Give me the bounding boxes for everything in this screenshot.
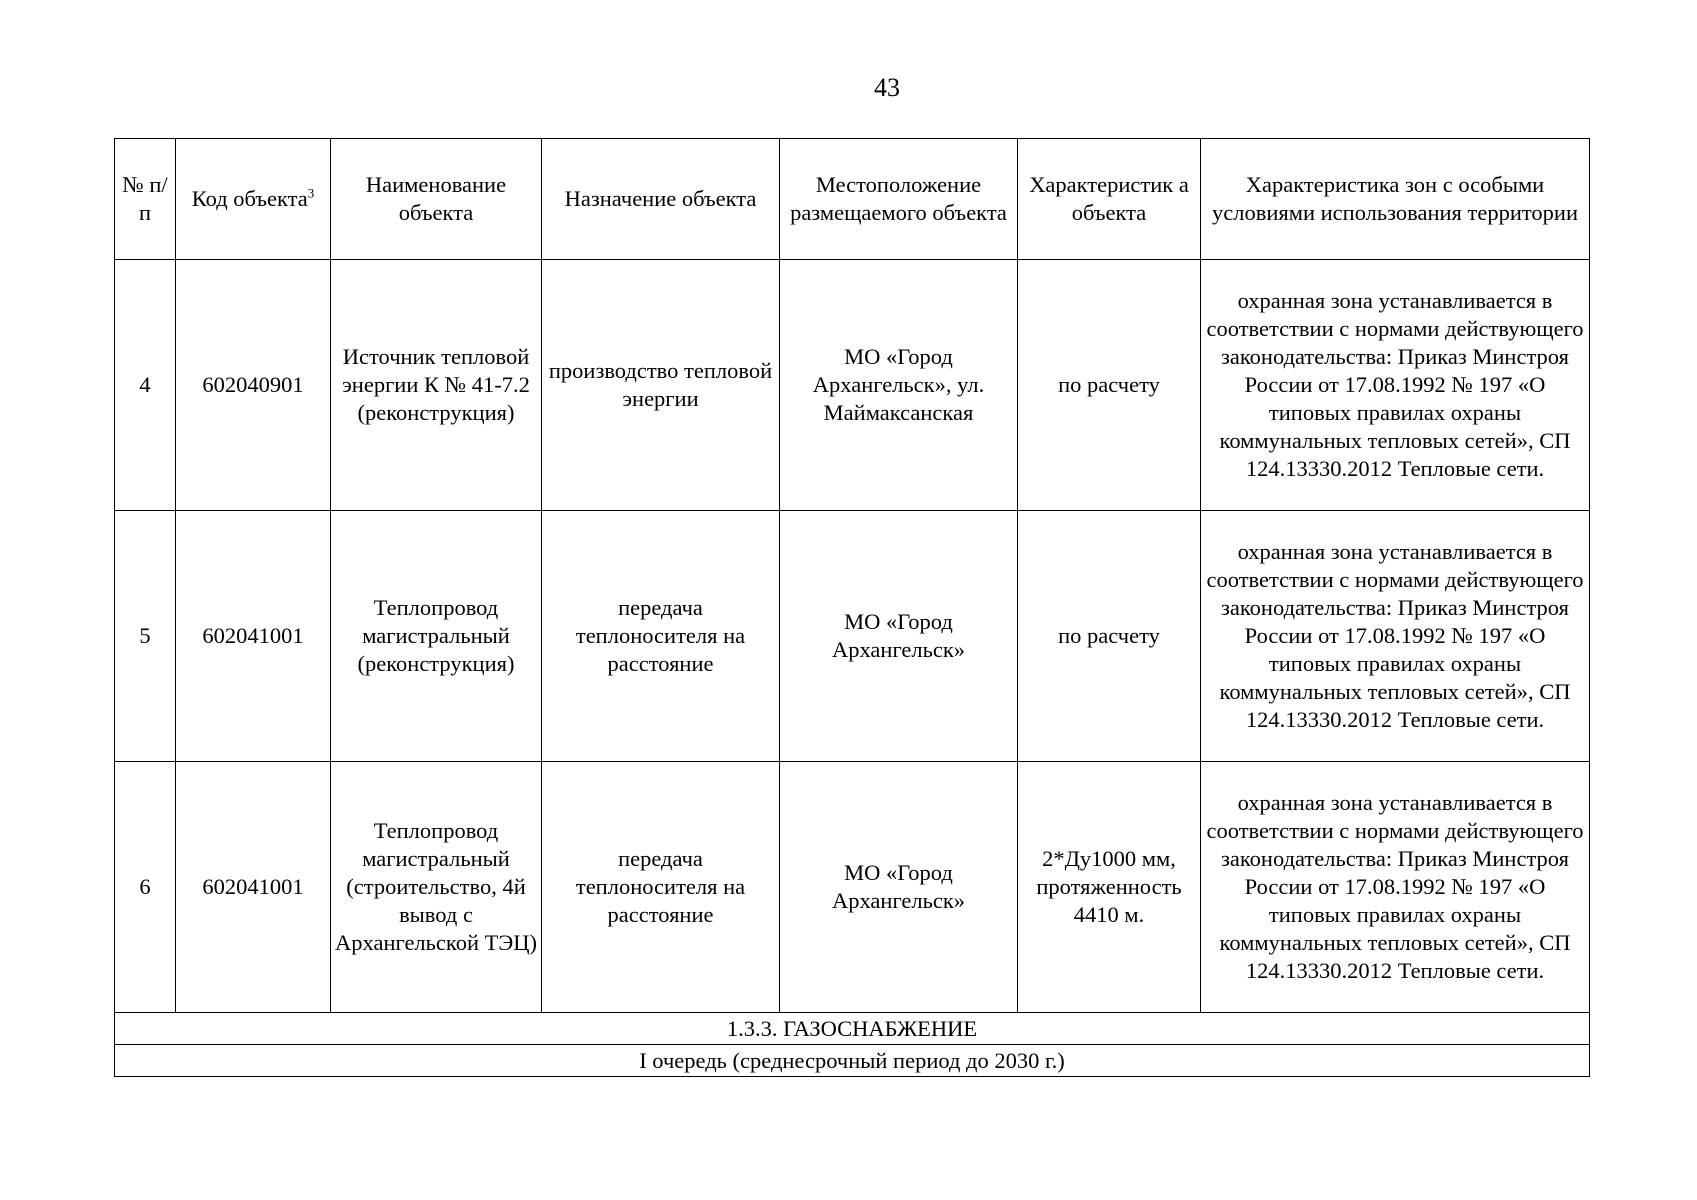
header-code-footnote: 3 — [307, 185, 315, 201]
objects-table — [114, 138, 1590, 1077]
cell-location: МО «Город Архангельск», ул. Маймаксанская — [780, 260, 1018, 511]
cell-name: Теплопровод магистральный (строительство, 4й вывод с Архангельской ТЭЦ) — [331, 762, 542, 1013]
header-code — [176, 139, 331, 260]
cell-zones: охранная зона устанавливается в соответствии с нормами действующего законодательства: Приказ Минстроя России от 17.08.1992 № 197 «О типовых правилах охраны коммунальных тепловых сетей», СП 124.13330.2012 Тепловые сети. — [1201, 762, 1590, 1013]
header-name: Наименование объекта — [331, 139, 542, 260]
table-row — [115, 762, 1590, 1013]
section-title: 1.3.3. ГАЗОСНАБЖЕНИЕ — [115, 1013, 1590, 1045]
cell-characteristic: 2*Ду1000 мм, протяженность 4410 м. — [1018, 762, 1201, 1013]
cell-code: 602041001 — [176, 511, 331, 762]
header-code-label: Код объекта — [191, 186, 308, 211]
cell-code: 602040901 — [176, 260, 331, 511]
header-zones: Характеристика зон с особыми условиями использования территории — [1201, 139, 1590, 260]
page-number: 43 — [874, 73, 900, 102]
cell-zones: охранная зона устанавливается в соответствии с нормами действующего законодательства: Приказ Минстроя России от 17.08.1992 № 197 «О типовых правилах охраны коммунальных тепловых сетей», СП 124.13330.2012 Тепловые сети. — [1201, 260, 1590, 511]
header-characteristic: Характеристик а объекта — [1018, 139, 1201, 260]
header-num: № п/п — [115, 139, 176, 260]
cell-name: Теплопровод магистральный (реконструкция) — [331, 511, 542, 762]
cell-characteristic: по расчету — [1018, 260, 1201, 511]
subsection-title-row — [115, 1045, 1590, 1077]
cell-num: 6 — [115, 762, 176, 1013]
cell-location: МО «Город Архангельск» — [780, 511, 1018, 762]
table-row — [115, 260, 1590, 511]
cell-num: 4 — [115, 260, 176, 511]
header-row — [115, 139, 1590, 260]
cell-purpose: передача теплоносителя на расстояние — [542, 511, 780, 762]
header-location: Местоположение размещаемого объекта — [780, 139, 1018, 260]
table-row — [115, 511, 1590, 762]
cell-name: Источник тепловой энергии К № 41-7.2 (реконструкция) — [331, 260, 542, 511]
header-purpose: Назначение объекта — [542, 139, 780, 260]
cell-code: 602041001 — [176, 762, 331, 1013]
cell-characteristic: по расчету — [1018, 511, 1201, 762]
section-title-row — [115, 1013, 1590, 1045]
cell-zones: охранная зона устанавливается в соответствии с нормами действующего законодательства: Приказ Минстроя России от 17.08.1992 № 197 «О типовых правилах охраны коммунальных тепловых сетей», СП 124.13330.2012 Тепловые сети. — [1201, 511, 1590, 762]
subsection-title: I очередь (среднесрочный период до 2030 г.) — [115, 1045, 1590, 1077]
cell-num: 5 — [115, 511, 176, 762]
cell-purpose: передача теплоносителя на расстояние — [542, 762, 780, 1013]
cell-location: МО «Город Архангельск» — [780, 762, 1018, 1013]
cell-purpose: производство тепловой энергии — [542, 260, 780, 511]
